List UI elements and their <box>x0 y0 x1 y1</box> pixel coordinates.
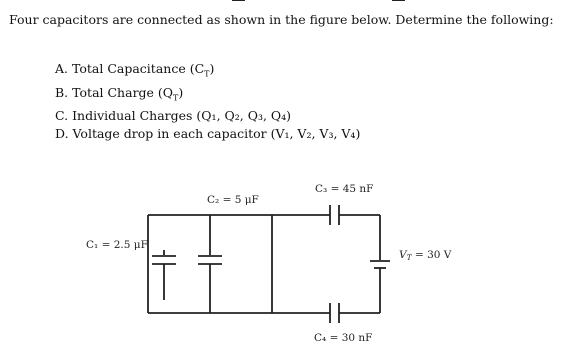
c1-label: C₁ = 2.5 μF <box>86 239 148 251</box>
question-tail: ) <box>178 84 184 100</box>
problem-intro: Four capacitors are connected as shown in the figure below. Determine the following: <box>9 12 554 27</box>
c4-label: C₄ = 30 nF <box>314 332 373 344</box>
question-letter: C. <box>55 108 69 123</box>
question-tail: ) <box>209 61 215 76</box>
question-letter: D. <box>55 126 69 141</box>
c3-label: C₃ = 45 nF <box>315 183 374 195</box>
question-text: Total Charge (Q <box>72 84 174 100</box>
source-voltage-value: = 30 V <box>411 249 452 261</box>
c2-label: C₂ = 5 μF <box>207 194 259 206</box>
question-text: Total Capacitance (C <box>72 61 205 76</box>
source-voltage-symbol: V <box>399 249 407 261</box>
question-letter: B. <box>55 84 69 100</box>
question-text: Voltage drop in each capacitor (V₁, V₂, V₃, V₄) <box>72 126 361 141</box>
question-letter: A. <box>55 61 69 76</box>
source-voltage-subscript: T <box>406 253 412 262</box>
source-voltage-label <box>399 249 452 262</box>
question-text: Individual Charges (Q₁, Q₂, Q₃, Q₄) <box>72 108 292 123</box>
question-subscript: T <box>173 93 179 102</box>
question-subscript: T <box>204 69 210 79</box>
